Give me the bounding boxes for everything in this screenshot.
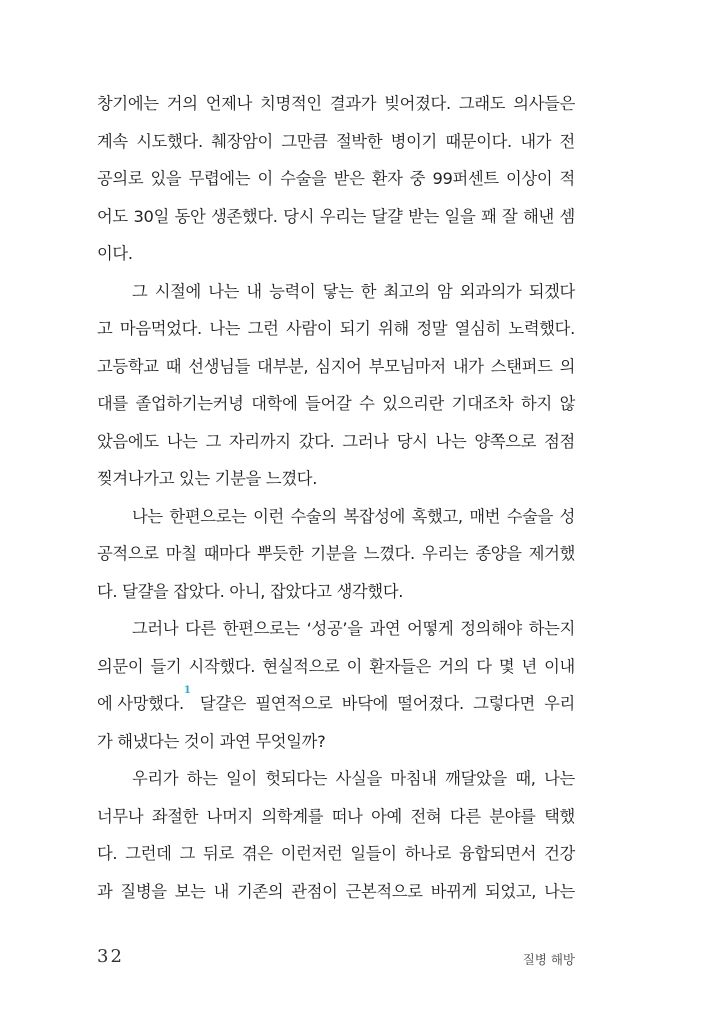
text-line: 의문이 들기 시작했다. 현실적으로 이 환자들은 거의 다 몇 년 이내 xyxy=(97,656,575,676)
text-line: 공적으로 마칠 때마다 뿌듯한 기분을 느꼈다. 우리는 종양을 제거했 xyxy=(97,544,575,563)
running-title: 질병 해방 xyxy=(522,952,575,967)
text-line: 대를 졸업하기는커녕 대학에 들어갈 수 있으리란 기대조차 하지 않 xyxy=(97,394,575,413)
text-line: 고 마음먹었다. 나는 그런 사람이 되기 위해 정말 열심히 노력했다. xyxy=(97,319,575,338)
text-line: 어도 30일 동안 생존했다. 당시 우리는 달걀 받는 일을 꽤 잘 해낸 셈 xyxy=(97,206,575,226)
text-line: 나는 한편으로는 이런 수술의 복잡성에 혹했고, 매번 수술을 성 xyxy=(132,506,575,526)
text-line: 고등학교 때 선생님들 대부분, 심지어 부모님마저 내가 스탠퍼드 의 xyxy=(97,356,575,376)
page-footer xyxy=(97,946,575,976)
text-line: 찢겨나가고 있는 기분을 느꼈다. xyxy=(97,469,318,488)
text-line: 다. 그런데 그 뒤로 겪은 이런저런 일들이 하나로 융합되면서 건강 xyxy=(97,844,575,863)
text-line: 과 질병을 보는 내 기존의 관점이 근본적으로 바뀌게 되었고, 나는 xyxy=(97,881,575,901)
body-text xyxy=(97,91,575,916)
text-line: 그 시절에 나는 내 능력이 닿는 한 최고의 암 외과의가 되겠다 xyxy=(132,281,575,301)
text-line: 다. 달걀을 잡았다. 아니, 잡았다고 생각했다. xyxy=(97,581,404,601)
text-line: 공의로 있을 무렵에는 이 수술을 받은 환자 중 99퍼센트 이상이 적 xyxy=(97,169,575,188)
text-segment: 에 사망했다. xyxy=(97,694,184,713)
page-number: 32 xyxy=(97,946,124,967)
text-line: 았음에도 나는 그 자리까지 갔다. 그러나 당시 나는 양쪽으로 점점 xyxy=(97,431,575,451)
text-line: 계속 시도했다. 췌장암이 그만큼 절박한 병이기 때문이다. 내가 전 xyxy=(97,131,575,151)
text-line: 이다. xyxy=(97,244,133,263)
text-segment: 달걀은 필연적으로 바닥에 떨어졌다. 그렇다면 우리 xyxy=(190,694,575,713)
text-line: 창기에는 거의 언제나 치명적인 결과가 빚어졌다. 그래도 의사들은 xyxy=(97,94,575,113)
text-line xyxy=(97,685,575,729)
text-line: 가 해냈다는 것이 과연 무엇일까? xyxy=(97,731,326,751)
footnote-marker[interactable]: 1 xyxy=(183,685,191,696)
text-line: 너무나 좌절한 나머지 의학계를 떠나 아예 전혀 다른 분야를 택했 xyxy=(97,806,575,826)
text-line: 우리가 하는 일이 헛되다는 사실을 마침내 깨달았을 때, 나는 xyxy=(132,769,575,788)
text-line: 그러나 다른 한편으로는 ‘성공’을 과연 어떻게 정의해야 하는지 xyxy=(132,619,575,638)
